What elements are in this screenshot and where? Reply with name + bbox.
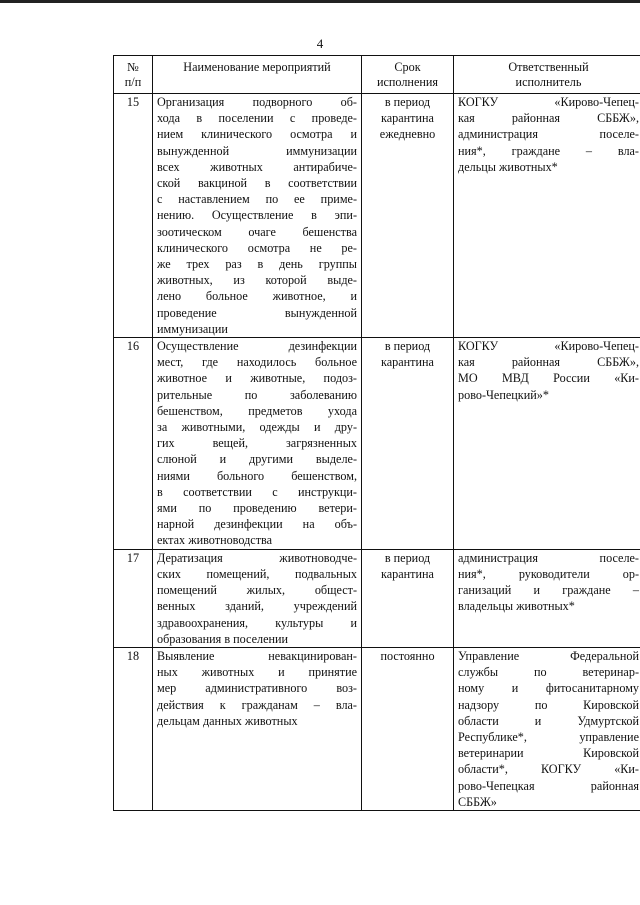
measures-table bbox=[113, 55, 640, 811]
header-name bbox=[153, 56, 362, 94]
top-edge-rule bbox=[0, 0, 640, 3]
table-body bbox=[114, 94, 640, 811]
cell-line: ниями больного бешенством, bbox=[157, 468, 357, 483]
cell-line: здравоохранения, культуры и bbox=[157, 615, 357, 630]
cell-line: карантина bbox=[381, 111, 434, 126]
row-term bbox=[362, 338, 454, 550]
cell-line: Наименование мероприятий bbox=[183, 60, 331, 74]
row-number: 17 bbox=[114, 549, 153, 647]
cell-line: образования в поселении bbox=[157, 631, 289, 646]
cell-line: всех животных антирабиче- bbox=[157, 159, 357, 174]
cell-line: Выявление невакцинирован- bbox=[157, 648, 357, 663]
cell-line: кая районная СББЖ», bbox=[458, 355, 639, 370]
cell-line: Срок bbox=[394, 60, 421, 74]
cell-line: зоотическом очаге бешенства bbox=[157, 224, 357, 239]
cell-line: в период bbox=[384, 550, 431, 565]
cell-line: исполнения bbox=[376, 75, 439, 89]
row-responsible bbox=[454, 647, 640, 810]
cell-line: кая районная СББЖ», bbox=[458, 111, 639, 126]
cell-line: карантина bbox=[381, 566, 434, 581]
cell-line: в период bbox=[384, 95, 431, 109]
cell-line: дельцам данных животных bbox=[157, 713, 298, 728]
cell-line: рительные по заболеванию bbox=[157, 387, 357, 402]
cell-line: области и Удмуртской bbox=[458, 713, 639, 728]
cell-line: мест, где находилось больное bbox=[157, 355, 357, 370]
cell-line: администрация поселе- bbox=[458, 127, 639, 142]
cell-line: ветеринарии Кировской bbox=[458, 746, 639, 761]
cell-line: рово-Чепецкая районная bbox=[458, 778, 639, 793]
cell-line: животных, из которой выде- bbox=[157, 273, 357, 288]
cell-line: карантина bbox=[381, 355, 434, 370]
row-name bbox=[153, 647, 362, 810]
cell-line: ния*, граждане – вла- bbox=[458, 143, 639, 158]
cell-line: хода в поселении с проведе- bbox=[157, 111, 357, 126]
cell-line: СББЖ» bbox=[458, 794, 497, 809]
cell-line: ных животных и принятие bbox=[157, 665, 357, 680]
cell-line: Организация подворного об- bbox=[157, 95, 357, 109]
cell-line: рово-Чепецкий»* bbox=[458, 387, 549, 402]
cell-line: постоянно bbox=[380, 648, 435, 663]
cell-line: венных зданий, учреждений bbox=[157, 599, 357, 614]
cell-line: лено больное животное, и bbox=[157, 289, 357, 304]
row-term bbox=[362, 94, 454, 338]
row-number: 15 bbox=[114, 94, 153, 338]
cell-line: КОГКУ «Кирово-Чепец- bbox=[458, 339, 639, 354]
row-name bbox=[153, 338, 362, 550]
cell-line: ежедневно bbox=[379, 127, 436, 142]
cell-line: МО МВД России «Ки- bbox=[458, 371, 639, 386]
cell-line: ской вакциной в соответствии bbox=[157, 176, 357, 191]
cell-line: за животными, одежды и дру- bbox=[157, 420, 357, 435]
cell-line: ских помещений, подвальных bbox=[157, 566, 357, 581]
row-name bbox=[153, 94, 362, 338]
table-row bbox=[114, 338, 640, 550]
cell-line: ганизаций и граждане – bbox=[458, 583, 639, 598]
row-responsible bbox=[454, 338, 640, 550]
cell-line: владельцы животных* bbox=[458, 599, 575, 614]
row-term bbox=[362, 647, 454, 810]
cell-line: КОГКУ «Кирово-Чепец- bbox=[458, 95, 639, 109]
cell-line: с наставлением по ее приме- bbox=[157, 192, 357, 207]
cell-line: администрация поселе- bbox=[458, 550, 639, 565]
cell-line: Управление Федеральной bbox=[458, 648, 639, 663]
cell-line: нарной дезинфекции на объ- bbox=[157, 517, 357, 532]
cell-line: вынужденной иммунизации bbox=[157, 143, 357, 158]
cell-line: надзору по Кировской bbox=[458, 697, 639, 712]
cell-line: клинического осмотра не ре- bbox=[157, 240, 357, 255]
table-row bbox=[114, 549, 640, 647]
cell-line: службы по ветеринар- bbox=[458, 665, 639, 680]
cell-line: исполнитель bbox=[515, 75, 582, 89]
cell-line: ектах животноводства bbox=[157, 533, 273, 548]
cell-line: Ответственный bbox=[508, 60, 589, 74]
cell-line: Дератизация животноводче- bbox=[157, 550, 357, 565]
header-term bbox=[362, 56, 454, 94]
cell-line: мер административного воз- bbox=[157, 681, 357, 696]
cell-line: нием клинического осмотра и bbox=[157, 127, 357, 142]
row-responsible bbox=[454, 549, 640, 647]
cell-line: ями по проведению ветери- bbox=[157, 501, 357, 516]
cell-line: животное и животные, подоз- bbox=[157, 371, 357, 386]
cell-line: бешенством, предметов ухода bbox=[157, 403, 357, 418]
cell-line: № bbox=[127, 60, 139, 74]
table-row bbox=[114, 647, 640, 810]
row-term bbox=[362, 549, 454, 647]
cell-line: гих вещей, загрязненных bbox=[157, 436, 357, 451]
cell-line: помещений жилых, общест- bbox=[157, 583, 357, 598]
table-header-row bbox=[114, 56, 640, 94]
cell-line: ния*, руководители ор- bbox=[458, 566, 639, 581]
cell-line: в соответствии с инструкци- bbox=[157, 484, 357, 499]
row-responsible bbox=[454, 94, 640, 338]
table-row bbox=[114, 94, 640, 338]
cell-line: в период bbox=[384, 339, 431, 354]
cell-line: нению. Осуществление в эпи- bbox=[157, 208, 357, 223]
cell-line: Осуществление дезинфекции bbox=[157, 339, 357, 354]
cell-line: действия к гражданам – вла- bbox=[157, 697, 357, 712]
row-number: 18 bbox=[114, 647, 153, 810]
cell-line: же трех раз в день группы bbox=[157, 257, 357, 272]
cell-line: слюной и другими выделе- bbox=[157, 452, 357, 467]
header-number bbox=[114, 56, 153, 94]
cell-line: ному и фитосанитарному bbox=[458, 681, 639, 696]
cell-line: п/п bbox=[124, 75, 142, 89]
cell-line: проведение вынужденной bbox=[157, 305, 357, 320]
row-number: 16 bbox=[114, 338, 153, 550]
cell-line: области*, КОГКУ «Ки- bbox=[458, 762, 639, 777]
cell-line: дельцы животных* bbox=[458, 159, 558, 174]
cell-line: иммунизации bbox=[157, 321, 228, 336]
row-name bbox=[153, 549, 362, 647]
page-number: 4 bbox=[316, 36, 324, 51]
cell-line: Республике*, управление bbox=[458, 729, 639, 744]
header-responsible bbox=[454, 56, 640, 94]
